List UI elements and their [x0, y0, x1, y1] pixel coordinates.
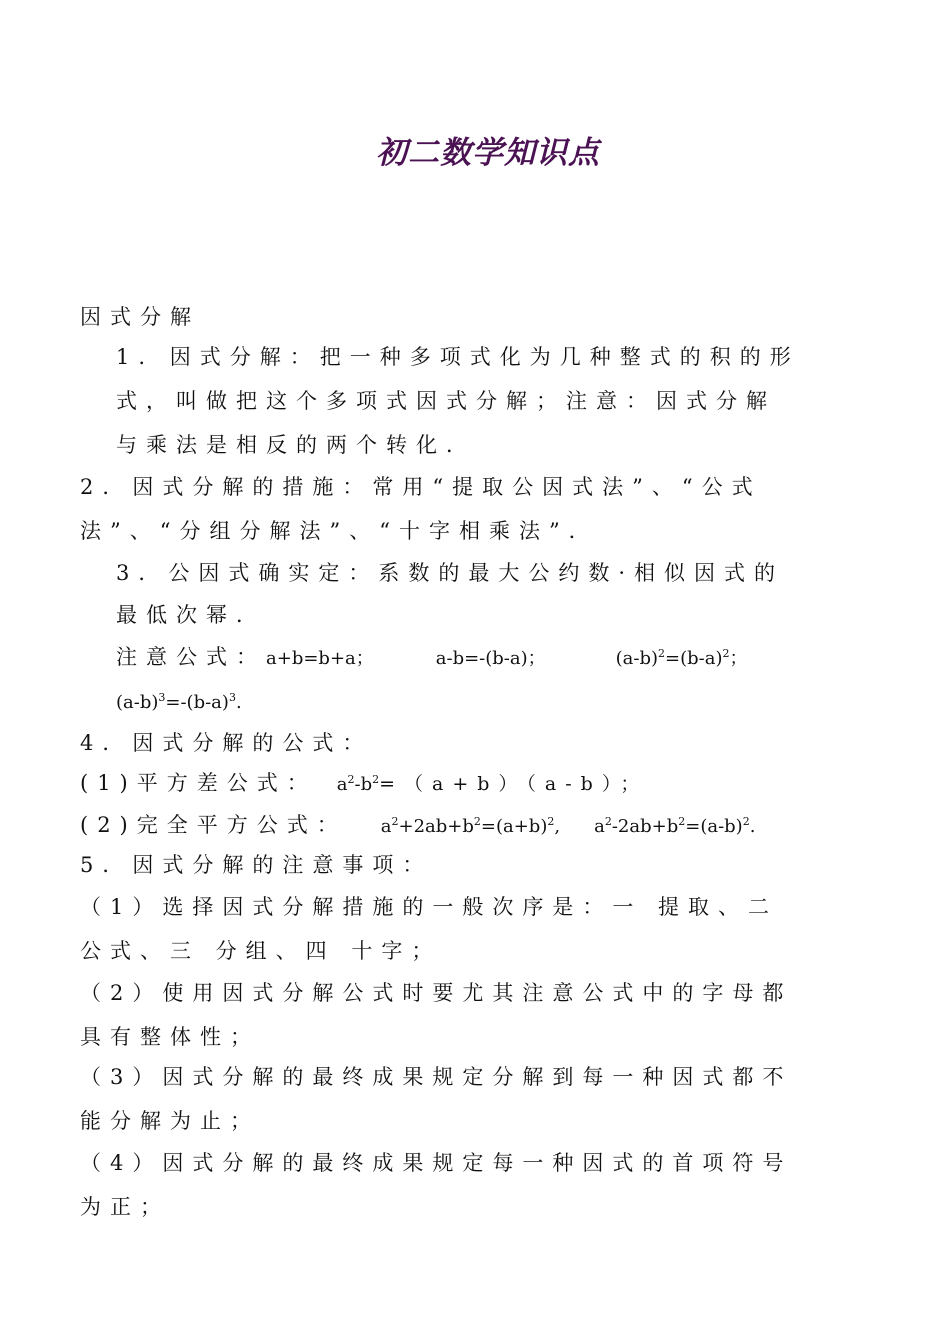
item-3-line-2: 最低次幂．	[116, 603, 266, 627]
formula-1-result: =（a+b）（a-b）；	[379, 773, 649, 795]
item-5-heading: 5．因式分解的注意事项：	[80, 853, 433, 877]
formula-negation: a-b=-(b-a)；	[435, 648, 546, 669]
note-4-line-2: 为正；	[80, 1195, 170, 1219]
note-2-line-2: 具有整体性；	[80, 1025, 260, 1049]
section-heading: 因式分解	[80, 305, 200, 329]
formula-2-label: (2)完全平方公式：	[80, 813, 347, 837]
item-2-line-2: 法”、“分组分解法”、“十字相乘法”．	[80, 519, 599, 543]
formula-square-symmetry: $(a-b)^2=(b-a)^2$；	[615, 647, 748, 669]
note-label: 注意公式：	[116, 645, 266, 669]
formula-commutative: a+b=b+a；	[266, 648, 374, 669]
item-3-line-1: 3．公因式确实定：系数的最大公约数·相似因式的	[116, 561, 785, 585]
note-3-line-2: 能分解为止；	[80, 1109, 260, 1133]
item-4-heading: 4．因式分解的公式：	[80, 731, 373, 755]
note-2-line-1: （2）使用因式分解公式时要尤其注意公式中的字母都	[80, 981, 793, 1005]
formula-difference-of-squares	[80, 768, 648, 800]
note-formulas-line	[116, 642, 748, 674]
note-1-line-1: （1）选择因式分解措施的一般次序是：一 提取、二	[80, 895, 779, 919]
note-3-line-1: （3）因式分解的最终成果规定分解到每一种因式都不	[80, 1065, 793, 1089]
note-1-line-2: 公式、三 分组、四 十字；	[80, 939, 442, 963]
formula-2-expression-plus: $a^2+2ab+b^2=(a+b)^2$,	[380, 815, 561, 837]
item-1-line-3: 与乘法是相反的两个转化．	[116, 433, 476, 457]
note-formula-cube	[116, 686, 242, 718]
formula-1-expression: $a^2-b^2$	[336, 773, 380, 795]
formula-cube-antisymmetry: $(a-b)^3=-(b-a)^3$.	[116, 691, 242, 713]
page-title: 初二数学知识点	[376, 135, 600, 171]
note-4-line-1: （4）因式分解的最终成果规定每一种因式的首项符号	[80, 1151, 793, 1175]
formula-2-expression-minus: $a^2-2ab+b^2=(a-b)^2$.	[594, 815, 756, 837]
item-1-line-1: 1. 因式分解：把一种多项式化为几种整式的积的形	[116, 345, 800, 369]
item-1-line-2: 式，叫做把这个多项式因式分解；注意：因式分解	[116, 389, 776, 413]
formula-perfect-square	[80, 810, 755, 842]
formula-1-label: (1)平方差公式：	[80, 771, 317, 795]
item-2-line-1: 2．因式分解的措施：常用“提取公因式法”、“公式	[80, 475, 762, 499]
